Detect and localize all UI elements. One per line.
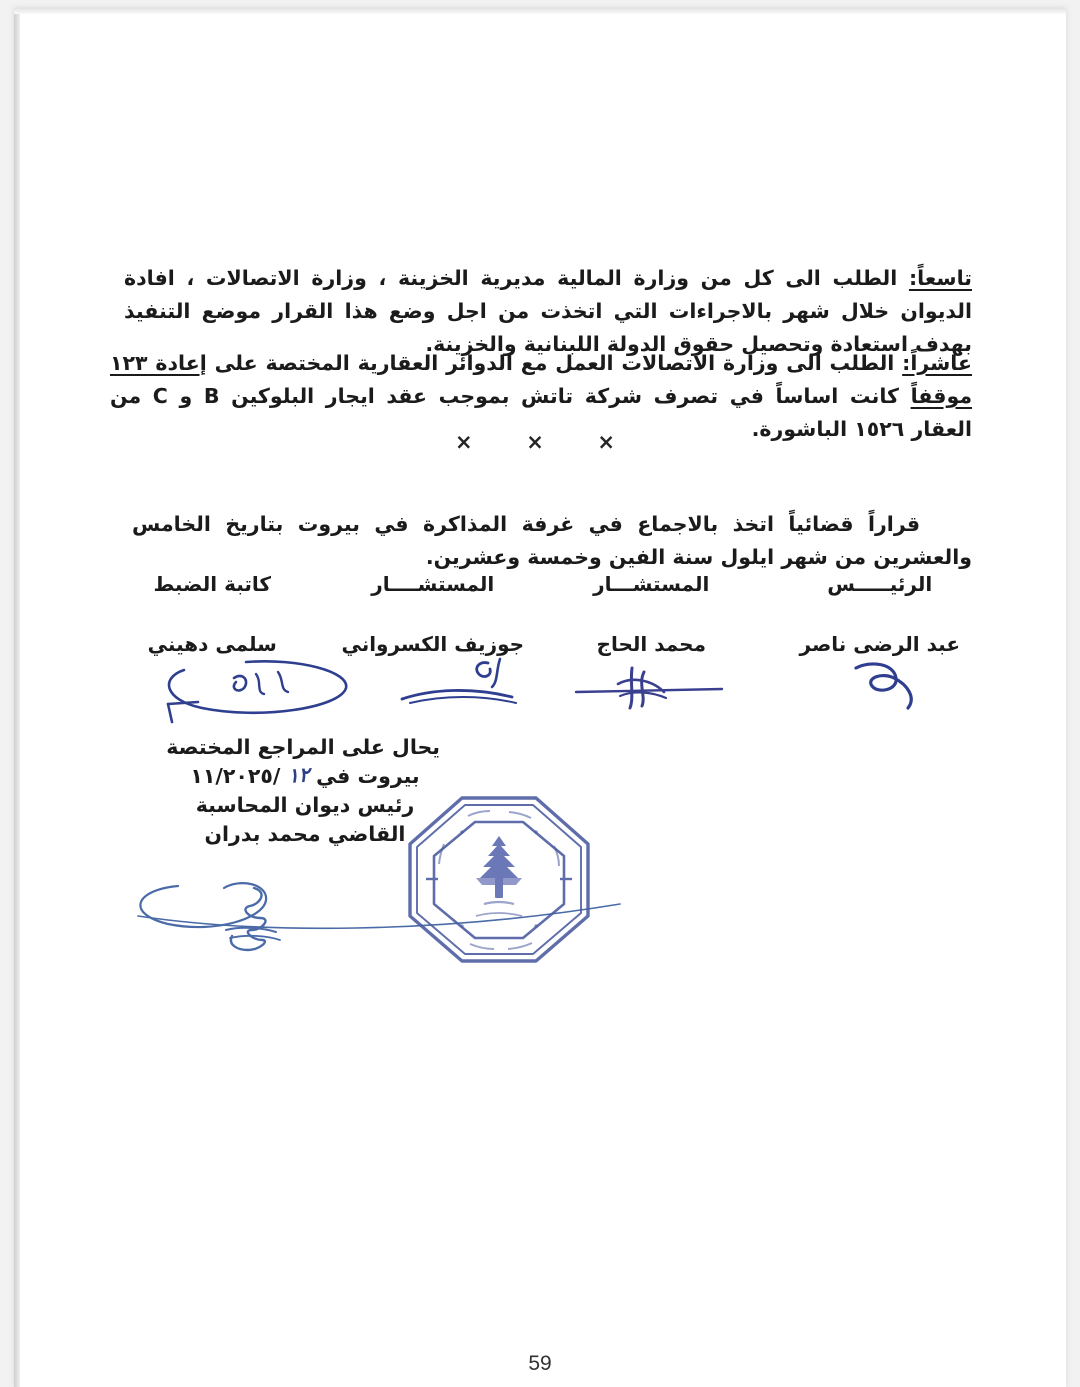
separator-mark: × [597,430,615,454]
section-ninth-text: الطلب الى كل من وزارة المالية مديرية الخزينة ، وزارة الاتصالات ، افادة الديوان خلال شهر بالاجراءات التي اتخذت من اجل وضع هذا القرار موضع التنفيذ بهدف استعادة وتحصيل حقوق الدولة اللبنانية والخزينة. [124,265,972,356]
signature-ink-counselor-2 [392,655,522,717]
signature-titles-row [120,572,970,596]
cedar-tree-emblem [476,836,522,898]
section-tenth-underlined: إعادة ١٢٣ موقفاً [110,350,973,408]
endorsement-date-handwritten: ١٢ [286,762,310,788]
section-tenth-text-after: كانت اساساً في تصرف شركة تاتش بموجب عقد ايجار البلوكين B و C من العقار ١٥٢٦ الباشورة. [110,383,972,441]
endorsement-date-prefix: بيروت في [316,764,420,789]
endorsement-line-referral: يحال على المراجع المختصة [166,735,440,759]
section-separator [455,430,615,454]
signature-names-row [120,632,970,656]
section-tenth-text-before: الطلب الى وزارة الاتصالات العمل مع الدوائر العقارية المختصة على [214,350,895,375]
signature-name-counselor-1: جوزيف الكسرواني [341,632,525,656]
signature-ink-counselor-1 [572,662,732,712]
endorsement-line-office: رئيس ديوان المحاسبة [195,793,415,818]
separator-mark: × [455,430,473,454]
endorsement-date-line [190,762,419,791]
signature-title-president: الرئيـــــس [827,572,933,596]
section-ninth-label: تاسعاً: [908,265,972,290]
signature-name-president: عبد الرضى ناصر [799,632,960,656]
signature-ink-president [150,648,380,726]
endorsement-date-rest: /١١/٢٠٢٥ [190,764,281,789]
signature-title-clerk: كاتبة الضبط [153,572,272,596]
signature-title-counselor-1: المستشــــار [371,572,495,596]
ruling-paragraph: قراراً قضائياً اتخذ بالاجماع في غرفة المذاكرة في بيروت بتاريخ الخامس والعشرين من شهر ايلول سنة الفين وخمسة وعشرين. [132,511,972,569]
official-seal [404,792,594,967]
signature-ink-clerk [838,658,958,718]
endorsement-line-judge: القاضي محمد بدران [204,822,406,847]
signature-name-counselor-2: محمد الحاج [596,632,706,656]
signature-title-counselor-2: المستشـــار [593,572,710,596]
signature-name-clerk: سلمى دهيني [147,632,277,656]
section-tenth-label: عاشراً: [902,350,972,375]
endorsement-block [166,733,440,849]
page-number: 59 [528,1352,552,1375]
separator-mark: × [526,430,544,454]
